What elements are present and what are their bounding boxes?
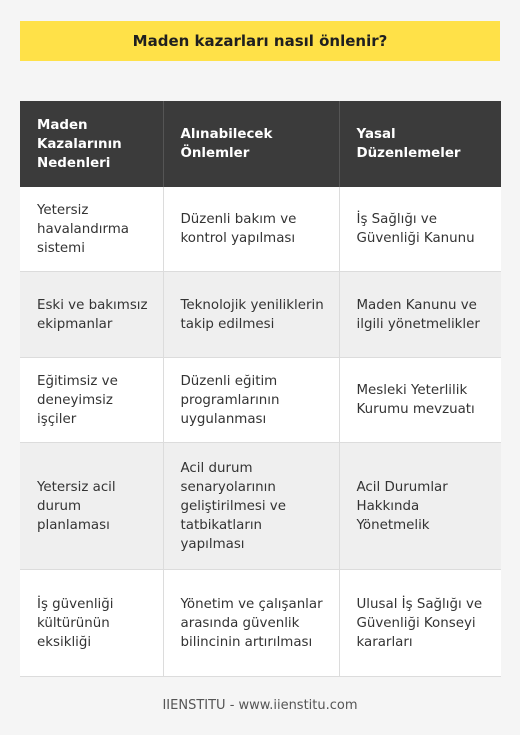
table-row (20, 272, 501, 358)
table-row (20, 443, 501, 570)
table-row (20, 358, 501, 443)
mining-accident-table (20, 101, 501, 677)
table-row (20, 570, 501, 677)
table-cell: Yönetim ve çalışanlar arasında güvenlik bilincinin artırılması (163, 570, 339, 677)
table-cell: Teknolojik yeniliklerin takip edilmesi (163, 272, 339, 358)
table-cell: Acil durum senaryolarının geliştirilmesi ve tatbikatların yapılması (163, 443, 339, 570)
column-header-regulations: Yasal Düzenlemeler (339, 101, 501, 187)
table-cell: Düzenli bakım ve kontrol yapılması (163, 187, 339, 272)
table-row (20, 187, 501, 272)
table-cell: Yetersiz acil durum planlaması (20, 443, 163, 570)
footer-credit: IIENSTITU - www.iienstitu.com (162, 698, 358, 713)
table-cell: İş güvenliği kültürünün eksikliği (20, 570, 163, 677)
column-header-measures: Alınabilecek Önlemler (163, 101, 339, 187)
table-cell: Acil Durumlar Hakkında Yönetmelik (339, 443, 501, 570)
page-title: Maden kazarları nasıl önlenir? (20, 21, 500, 61)
table-cell: Eğitimsiz ve deneyimsiz işçiler (20, 358, 163, 443)
table-header-row (20, 101, 501, 187)
table-cell: Mesleki Yeterlilik Kurumu mevzuatı (339, 358, 501, 443)
column-header-causes: Maden Kazalarının Nedenleri (20, 101, 163, 187)
table-cell: Eski ve bakımsız ekipmanlar (20, 272, 163, 358)
table-cell: İş Sağlığı ve Güvenliği Kanunu (339, 187, 501, 272)
table-cell: Düzenli eğitim programlarının uygulanması (163, 358, 339, 443)
table-cell: Maden Kanunu ve ilgili yönetmelikler (339, 272, 501, 358)
table-cell: Yetersiz havalandırma sistemi (20, 187, 163, 272)
table-cell: Ulusal İş Sağlığı ve Güvenliği Konseyi kararları (339, 570, 501, 677)
